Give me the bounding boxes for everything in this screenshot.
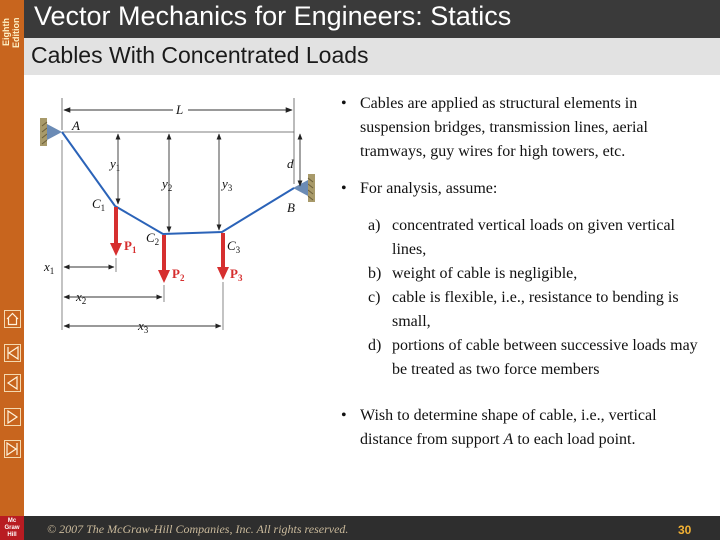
label-L: L [176,102,184,117]
first-page-icon[interactable] [4,344,21,362]
assumption-item-b [336,262,706,286]
label-d: d [287,156,294,171]
label-y1: $y_1$ [110,156,121,173]
copyright-notice: © 2007 The McGraw-Hill Companies, Inc. All rights reserved. [47,522,349,536]
label-P3: $P_3$ [230,266,243,283]
assumption-text-d: portions of cable between successive loads may be treated as two force members [392,337,698,378]
next-page-icon[interactable] [4,408,21,426]
home-icon[interactable] [4,310,21,328]
bullet-dot: • [341,407,347,424]
load-P3-head [217,267,229,280]
assumption-label-a: a) [368,217,381,234]
assumption-label-c: c) [368,289,381,306]
page-title: Vector Mechanics for Engineers: Statics [34,1,512,31]
mcgraw-hill-logo: Mc Graw Hill [0,516,24,540]
left-sidebar [0,0,24,540]
cable [62,132,294,234]
bullet-assumptions [336,177,706,201]
edition-line-2: Edition [11,17,21,48]
assumption-item-c [336,286,706,334]
slide-content [336,92,706,465]
bullet-applications-text: Cables are applied as structural elements in suspension bridges, transmission lines, aerial tramways, guy wires for high towers, etc. [360,95,648,160]
edition-label [0,0,24,52]
section-subtitle: Cables With Concentrated Loads [31,42,369,68]
assumption-label-d: d) [368,337,382,354]
last-page-icon[interactable] [4,440,21,458]
previous-page-icon[interactable] [4,374,21,392]
bullet-objective [336,404,706,452]
cable-diagram [38,90,334,340]
bullet-applications [336,92,706,164]
label-x2: $x_2$ [76,289,87,306]
label-y3: $y_3$ [222,176,233,193]
label-y2: $y_2$ [162,176,173,193]
assumption-text-a: concentrated vertical loads on given vertical lines, [392,217,675,258]
bullet-dot: • [341,180,347,197]
edition-line-1: Eighth [1,18,11,46]
label-B: B [287,200,295,215]
label-C3: $C_3$ [227,238,241,255]
assumption-item-d [336,334,706,382]
label-P2: $P_2$ [172,266,185,283]
page-number: 30 [678,523,692,537]
label-A: A [72,118,80,133]
assumption-label-b: b) [368,265,382,282]
support-B [293,180,308,196]
label-C1: $C_1$ [92,196,106,213]
bullet-dot: • [341,95,347,112]
assumption-text-b: weight of cable is negligible, [392,265,578,282]
load-P1-head [110,243,122,256]
load-P2-head [158,270,170,283]
label-C2: $C_2$ [146,230,160,247]
support-A [47,124,62,140]
label-x3: $x_3$ [138,318,149,335]
bullet-objective-text: Wish to determine shape of cable, i.e., vertical distance from support A to each load point. [360,407,657,448]
label-x1: $x_1$ [44,259,55,276]
assumption-text-c: cable is flexible, i.e., resistance to bending is small, [392,289,679,330]
label-P1: $P_1$ [124,238,137,255]
assumption-item-a [336,214,706,262]
bullet-assumptions-text: For analysis, assume: [360,180,498,197]
